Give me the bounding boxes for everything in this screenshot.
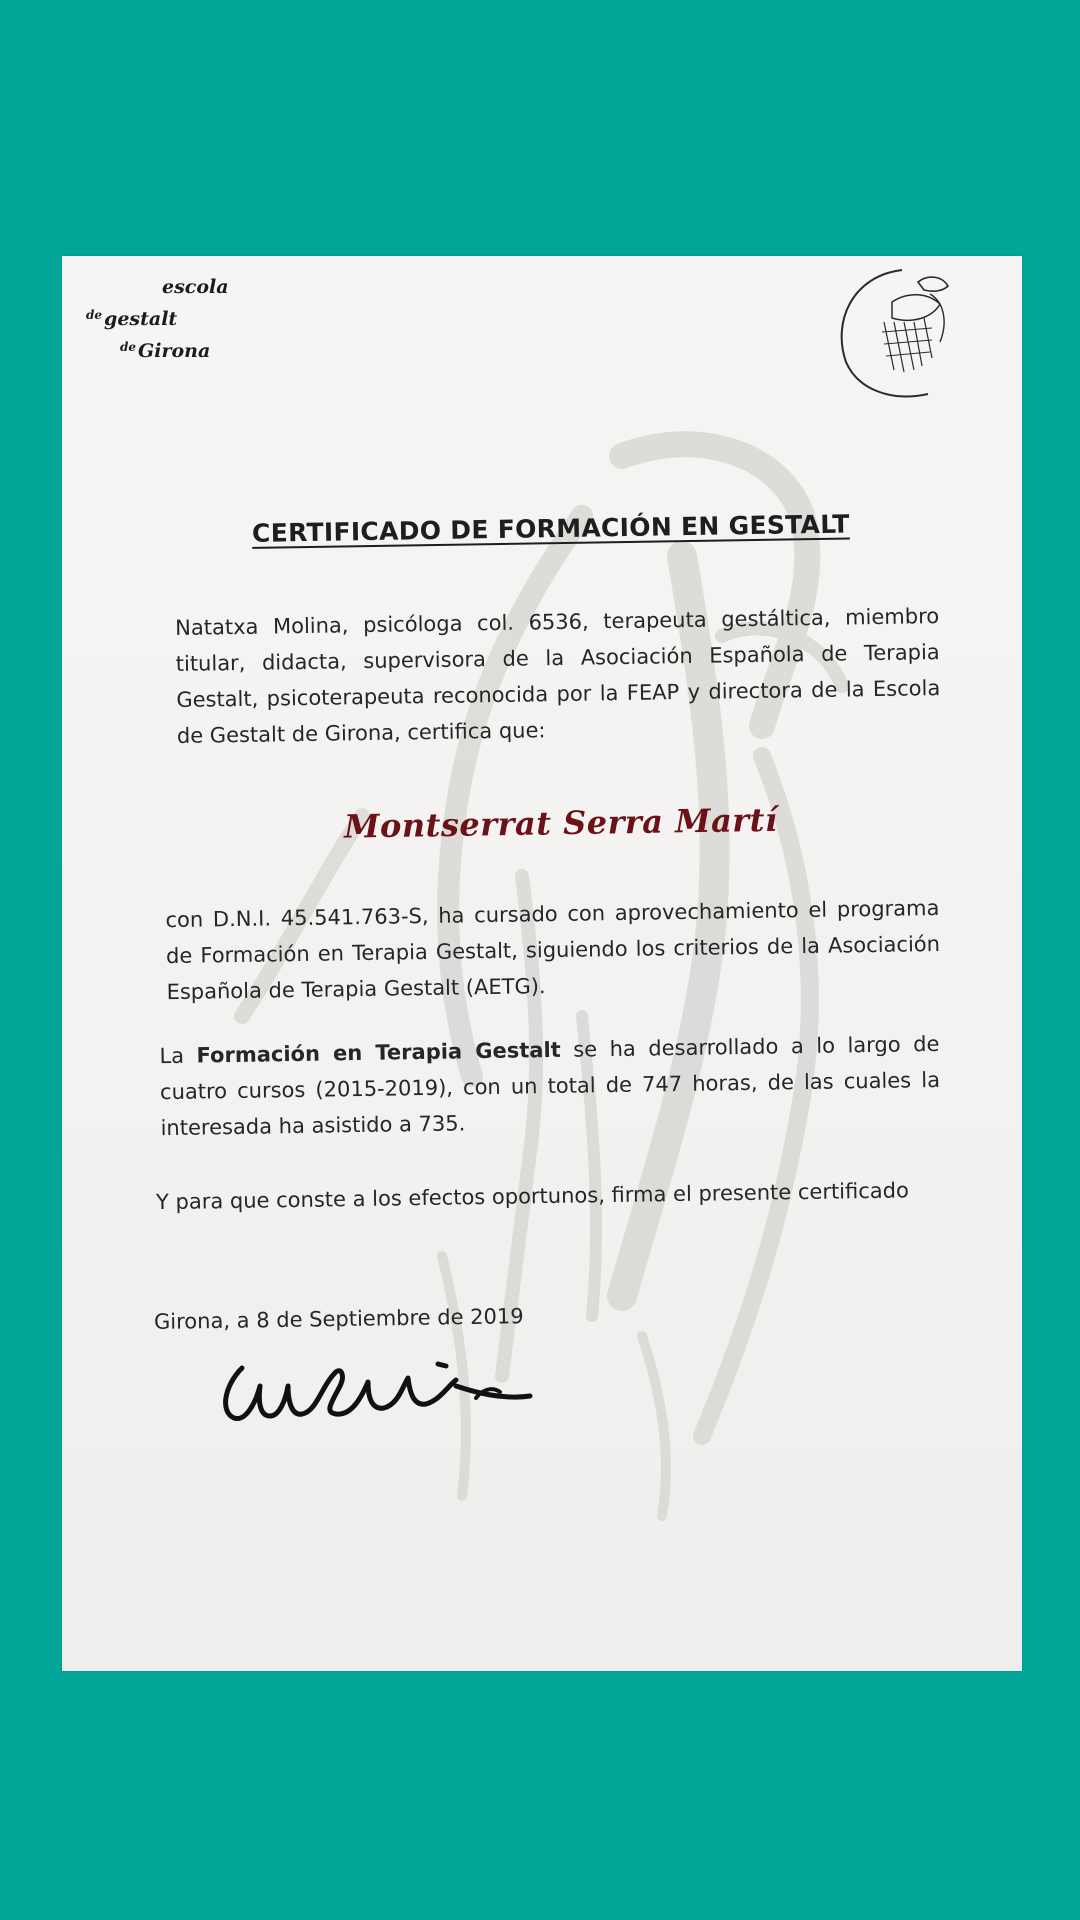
signature-mark [212,1346,542,1436]
school-logo [82,268,302,378]
closing-paragraph: Y para que conste a los efectos oportunos, firma el presente certificado [155,1178,910,1215]
logo-line-gestalt [86,308,177,330]
emblem-icon [832,262,962,404]
certificate-paper [62,256,1022,1671]
logo-line-girona [120,340,210,362]
logo-line-escola: escola [162,276,229,298]
logo-word-girona: Girona [138,340,211,362]
completion-paragraph: con D.N.I. 45.541.763-S, ha cursado con aprovechamiento el programa de Formación en Terapia Gestalt, siguiendo los criterios de la Asociación Española de Terapia Gestalt (AETG). [165,895,941,1005]
logo-prefix-de-2: de [120,340,137,354]
logo-word-gestalt: gestalt [104,308,178,330]
details-rest: se ha desarrollado a lo largo de cuatro cursos (2015-2019), con un total de 747 horas, de las cuales la interesada ha asistido a 735. [159,1031,941,1141]
details-bold-program: Formación en Terapia Gestalt [196,1037,561,1068]
details-prefix: La [159,1043,197,1069]
recipient-name: Montserrat Serra Martí [343,800,778,846]
intro-paragraph: Natatxa Molina, psicóloga col. 6536, terapeuta gestáltica, miembro titular, didacta, supervisora de la Asociación Española de Terapia Gestalt, psicoterapeuta reconocida por la FEAP y directora de la Escola de Gestalt de Girona, certifica que: [175,604,941,748]
logo-prefix-de: de [86,308,103,322]
certificate-title: CERTIFICADO DE FORMACIÓN EN GESTALT [251,509,850,548]
place-date: Girona, a 8 de Septiembre de 2019 [153,1304,524,1334]
details-paragraph [159,1026,941,1146]
